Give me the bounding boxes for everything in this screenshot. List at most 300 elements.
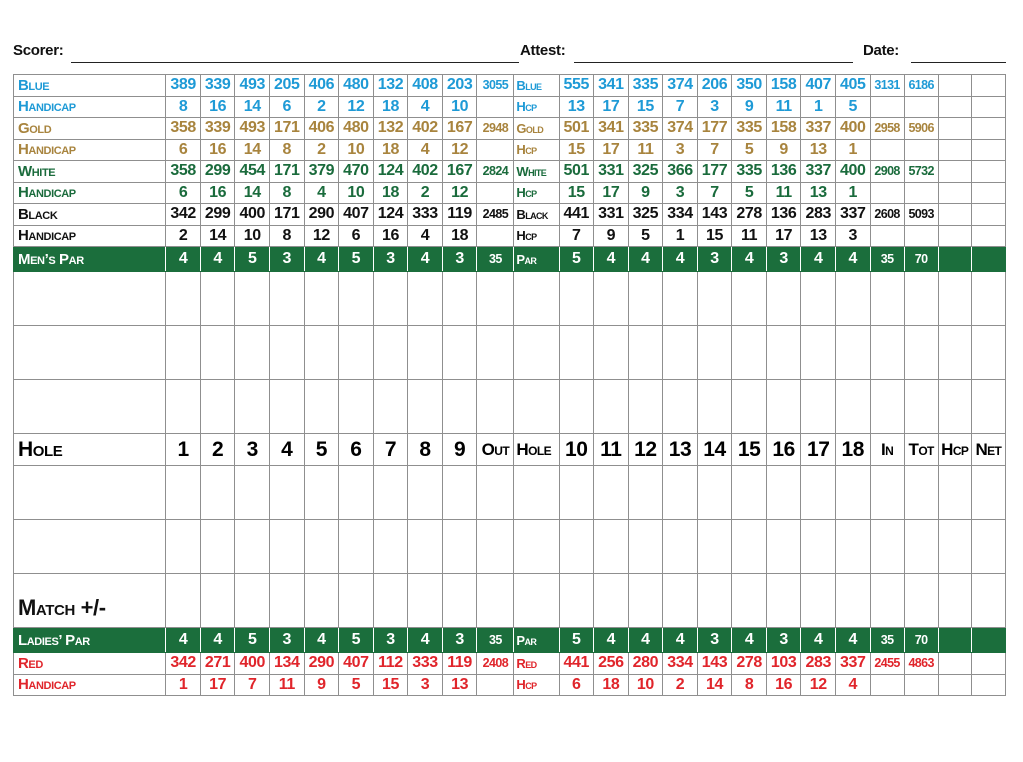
out-total: 35 <box>477 247 514 272</box>
back-hole-11-value: 9 <box>594 225 629 247</box>
front-hole-7-value: 18 <box>373 182 408 204</box>
in-total <box>870 139 904 161</box>
front-hole-9-value: 18 <box>442 225 477 247</box>
score-cell[interactable] <box>373 326 408 380</box>
score-cell[interactable] <box>766 272 801 326</box>
player-name-cell[interactable] <box>14 326 166 380</box>
score-cell[interactable] <box>594 272 629 326</box>
back-nine-label: Hcp <box>514 182 559 204</box>
score-cell[interactable] <box>269 326 304 380</box>
score-cell[interactable] <box>514 574 559 628</box>
score-cell[interactable] <box>663 574 698 628</box>
score-cell[interactable] <box>373 520 408 574</box>
date-field[interactable] <box>911 62 1006 63</box>
score-cell[interactable] <box>766 466 801 520</box>
grand-total: 5732 <box>904 161 938 183</box>
score-cell[interactable] <box>200 326 235 380</box>
score-cell[interactable] <box>870 466 904 520</box>
score-cell[interactable] <box>339 326 374 380</box>
front-hole-6-value: 12 <box>339 96 374 118</box>
score-cell[interactable] <box>904 272 938 326</box>
front-hole-4-value: 8 <box>269 139 304 161</box>
score-cell[interactable] <box>938 574 971 628</box>
score-cell[interactable] <box>870 326 904 380</box>
back-hole-15-value: 278 <box>732 204 767 226</box>
score-cell[interactable] <box>235 574 270 628</box>
in-total <box>870 225 904 247</box>
back-hole-14-value: 143 <box>697 653 732 675</box>
back-hole-13-value: 374 <box>663 75 698 97</box>
back-hole-17-value: 13 <box>801 139 836 161</box>
back-hole-12-value: 325 <box>628 161 663 183</box>
score-cell[interactable] <box>801 466 836 520</box>
score-cell[interactable] <box>373 466 408 520</box>
score-cell[interactable] <box>836 466 871 520</box>
front-hole-1-value: 358 <box>166 118 201 140</box>
score-cell[interactable] <box>200 466 235 520</box>
back-hole-11-value: 4 <box>594 628 629 653</box>
green-ladies-par-row <box>14 628 1006 653</box>
hcp-cell[interactable] <box>938 118 971 140</box>
hcp-cell[interactable] <box>938 674 971 696</box>
back-nine-label: Red <box>514 653 559 675</box>
score-cell[interactable] <box>559 380 594 434</box>
score-cell[interactable] <box>594 466 629 520</box>
front-hole-4-value: 3 <box>269 247 304 272</box>
score-cell[interactable] <box>801 574 836 628</box>
front-hole-8-value: 333 <box>408 204 443 226</box>
back-hole-10-value: 15 <box>559 139 594 161</box>
in-total: 2455 <box>870 653 904 675</box>
net-cell[interactable] <box>971 161 1005 183</box>
front-hole-6-value: 480 <box>339 118 374 140</box>
front-hole-8-value: 4 <box>408 628 443 653</box>
front-hole-2-value: 299 <box>200 161 235 183</box>
back-hole-17-value: 337 <box>801 161 836 183</box>
net-cell[interactable] <box>971 139 1005 161</box>
row-label: Handicap <box>14 225 166 247</box>
score-cell[interactable] <box>766 380 801 434</box>
player-score-row <box>14 380 1006 434</box>
score-cell[interactable] <box>559 520 594 574</box>
back-hole-11-value: 17 <box>594 182 629 204</box>
score-cell[interactable] <box>801 380 836 434</box>
score-cell[interactable] <box>594 380 629 434</box>
score-cell[interactable] <box>166 574 201 628</box>
score-cell[interactable] <box>732 466 767 520</box>
front-hole-1-value: 4 <box>166 247 201 272</box>
score-cell[interactable] <box>697 326 732 380</box>
score-cell[interactable] <box>442 326 477 380</box>
score-cell[interactable] <box>269 380 304 434</box>
attest-field[interactable] <box>574 62 853 63</box>
score-cell[interactable] <box>559 574 594 628</box>
score-cell[interactable] <box>628 380 663 434</box>
back-hole-14-value: 7 <box>697 139 732 161</box>
score-cell[interactable] <box>304 466 339 520</box>
front-hole-6-value: 5 <box>339 674 374 696</box>
score-cell[interactable] <box>235 520 270 574</box>
back-hole-13-value: 374 <box>663 118 698 140</box>
front-hole-9-value: 119 <box>442 204 477 226</box>
front-hole-2-value: 339 <box>200 118 235 140</box>
score-cell[interactable] <box>628 574 663 628</box>
score-cell[interactable] <box>971 466 1005 520</box>
score-cell[interactable] <box>477 574 514 628</box>
net-cell[interactable] <box>971 225 1005 247</box>
score-cell[interactable] <box>408 574 443 628</box>
gold-handicap-row <box>14 139 1006 161</box>
score-cell[interactable] <box>408 326 443 380</box>
in-total: In <box>870 434 904 466</box>
score-cell[interactable] <box>628 520 663 574</box>
black-handicap-row <box>14 225 1006 247</box>
score-cell[interactable] <box>235 380 270 434</box>
front-hole-2-value: 2 <box>200 434 235 466</box>
score-cell[interactable] <box>938 272 971 326</box>
front-hole-3-value: 493 <box>235 118 270 140</box>
score-cell[interactable] <box>339 466 374 520</box>
score-cell[interactable] <box>514 520 559 574</box>
score-cell[interactable] <box>971 272 1005 326</box>
score-cell[interactable] <box>304 272 339 326</box>
score-cell[interactable] <box>836 574 871 628</box>
front-hole-2-value: 299 <box>200 204 235 226</box>
front-hole-2-value: 16 <box>200 139 235 161</box>
score-cell[interactable] <box>904 466 938 520</box>
back-hole-12-value: 9 <box>628 182 663 204</box>
back-hole-10-value: 7 <box>559 225 594 247</box>
score-cell[interactable] <box>200 272 235 326</box>
front-hole-1-value: 6 <box>166 139 201 161</box>
front-hole-6-value: 407 <box>339 653 374 675</box>
front-hole-8-value: 402 <box>408 118 443 140</box>
score-cell[interactable] <box>628 326 663 380</box>
score-cell[interactable] <box>166 272 201 326</box>
back-hole-10-value: 501 <box>559 161 594 183</box>
score-cell[interactable] <box>836 380 871 434</box>
score-cell[interactable] <box>559 272 594 326</box>
back-hole-16-value: 3 <box>766 247 801 272</box>
back-hole-14-value: 14 <box>697 674 732 696</box>
hcp-cell[interactable] <box>938 247 971 272</box>
back-nine-label: Par <box>514 247 559 272</box>
score-cell[interactable] <box>477 326 514 380</box>
out-total <box>477 139 514 161</box>
score-cell[interactable] <box>373 574 408 628</box>
in-total <box>870 182 904 204</box>
back-nine-label: Par <box>514 628 559 653</box>
back-hole-14-value: 206 <box>697 75 732 97</box>
score-cell[interactable] <box>663 326 698 380</box>
player-name-cell[interactable] <box>14 380 166 434</box>
score-cell[interactable] <box>408 272 443 326</box>
back-hole-10-value: 501 <box>559 118 594 140</box>
score-cell[interactable] <box>697 520 732 574</box>
score-cell[interactable] <box>732 574 767 628</box>
date-label: Date: <box>863 42 900 59</box>
score-cell[interactable] <box>628 466 663 520</box>
hcp-cell[interactable] <box>938 653 971 675</box>
score-cell[interactable] <box>663 380 698 434</box>
score-cell[interactable] <box>166 520 201 574</box>
green-men-s-par-row <box>14 247 1006 272</box>
net-cell[interactable] <box>971 182 1005 204</box>
hcp-cell[interactable] <box>938 182 971 204</box>
score-cell[interactable] <box>304 520 339 574</box>
back-hole-16-value: 11 <box>766 182 801 204</box>
front-hole-6-value: 10 <box>339 182 374 204</box>
white-handicap-row <box>14 182 1006 204</box>
score-cell[interactable] <box>477 520 514 574</box>
front-hole-5-value: 5 <box>304 434 339 466</box>
score-cell[interactable] <box>166 466 201 520</box>
score-cell[interactable] <box>801 326 836 380</box>
score-cell[interactable] <box>269 520 304 574</box>
back-hole-11-value: 341 <box>594 75 629 97</box>
score-cell[interactable] <box>594 326 629 380</box>
score-cell[interactable] <box>339 272 374 326</box>
score-cell[interactable] <box>559 326 594 380</box>
score-cell[interactable] <box>442 466 477 520</box>
score-cell[interactable] <box>514 380 559 434</box>
score-cell[interactable] <box>235 466 270 520</box>
back-hole-15-value: 11 <box>732 225 767 247</box>
score-cell[interactable] <box>904 380 938 434</box>
score-cell[interactable] <box>514 272 559 326</box>
front-hole-9-value: 13 <box>442 674 477 696</box>
score-cell[interactable] <box>200 380 235 434</box>
score-cell[interactable] <box>408 520 443 574</box>
score-cell[interactable] <box>870 272 904 326</box>
score-cell[interactable] <box>836 520 871 574</box>
net-cell[interactable] <box>971 628 1005 653</box>
score-cell[interactable] <box>904 326 938 380</box>
back-hole-16-value: 103 <box>766 653 801 675</box>
front-hole-3-value: 493 <box>235 75 270 97</box>
score-cell[interactable] <box>663 466 698 520</box>
back-hole-17-value: 4 <box>801 628 836 653</box>
hcp-cell[interactable] <box>938 161 971 183</box>
score-cell[interactable] <box>732 520 767 574</box>
hcp-cell[interactable] <box>938 75 971 97</box>
score-cell[interactable] <box>663 272 698 326</box>
score-cell[interactable] <box>594 520 629 574</box>
back-hole-15-value: 9 <box>732 96 767 118</box>
front-hole-4-value: 8 <box>269 225 304 247</box>
score-cell[interactable] <box>663 520 698 574</box>
net-cell[interactable] <box>971 75 1005 97</box>
out-total <box>477 225 514 247</box>
score-cell[interactable] <box>442 520 477 574</box>
back-hole-14-value: 7 <box>697 182 732 204</box>
back-hole-17-value: 283 <box>801 653 836 675</box>
back-hole-18-value: 18 <box>836 434 871 466</box>
score-cell[interactable] <box>732 326 767 380</box>
player-name-cell[interactable] <box>14 272 166 326</box>
score-cell[interactable] <box>697 272 732 326</box>
back-hole-10-value: 15 <box>559 182 594 204</box>
grand-total: 5906 <box>904 118 938 140</box>
score-cell[interactable] <box>477 380 514 434</box>
hcp-cell[interactable] <box>938 204 971 226</box>
score-cell[interactable] <box>200 520 235 574</box>
out-total: 2485 <box>477 204 514 226</box>
score-cell[interactable] <box>971 574 1005 628</box>
score-cell[interactable] <box>408 380 443 434</box>
score-cell[interactable] <box>938 520 971 574</box>
score-cell[interactable] <box>235 272 270 326</box>
hcp-cell[interactable] <box>938 628 971 653</box>
score-cell[interactable] <box>971 520 1005 574</box>
hcp-cell[interactable] <box>938 96 971 118</box>
score-cell[interactable] <box>514 466 559 520</box>
score-cell[interactable] <box>166 380 201 434</box>
row-label: Hole <box>14 434 166 466</box>
back-hole-16-value: 158 <box>766 118 801 140</box>
net-cell[interactable] <box>971 247 1005 272</box>
score-cell[interactable] <box>836 272 871 326</box>
score-cell[interactable] <box>269 574 304 628</box>
front-hole-3-value: 3 <box>235 434 270 466</box>
score-cell[interactable] <box>870 520 904 574</box>
front-hole-8-value: 3 <box>408 674 443 696</box>
front-hole-8-value: 4 <box>408 225 443 247</box>
out-total <box>477 674 514 696</box>
back-hole-16-value: 11 <box>766 96 801 118</box>
net-cell[interactable] <box>971 96 1005 118</box>
out-total <box>477 182 514 204</box>
front-hole-6-value: 480 <box>339 75 374 97</box>
score-cell[interactable] <box>594 574 629 628</box>
score-cell[interactable] <box>971 326 1005 380</box>
net-cell[interactable] <box>971 118 1005 140</box>
back-hole-16-value: 136 <box>766 204 801 226</box>
back-hole-14-value: 177 <box>697 118 732 140</box>
score-cell[interactable] <box>732 380 767 434</box>
back-hole-14-value: 143 <box>697 204 732 226</box>
score-cell[interactable] <box>200 574 235 628</box>
score-cell[interactable] <box>477 272 514 326</box>
front-hole-4-value: 4 <box>269 434 304 466</box>
row-label: Ladies’ Par <box>14 628 166 653</box>
score-cell[interactable] <box>766 574 801 628</box>
score-cell[interactable] <box>801 272 836 326</box>
score-cell[interactable] <box>442 574 477 628</box>
player-name-cell[interactable] <box>14 520 166 574</box>
score-cell[interactable] <box>870 380 904 434</box>
front-hole-2-value: 17 <box>200 674 235 696</box>
player-name-cell[interactable] <box>14 466 166 520</box>
header-bar <box>13 42 1008 66</box>
score-cell[interactable] <box>304 380 339 434</box>
score-cell[interactable] <box>166 326 201 380</box>
score-cell[interactable] <box>697 466 732 520</box>
net-cell[interactable] <box>971 653 1005 675</box>
score-cell[interactable] <box>235 326 270 380</box>
score-cell[interactable] <box>269 466 304 520</box>
score-cell[interactable] <box>559 466 594 520</box>
score-cell[interactable] <box>697 380 732 434</box>
score-cell[interactable] <box>339 380 374 434</box>
back-hole-17-value: 337 <box>801 118 836 140</box>
back-hole-13-value: 4 <box>663 247 698 272</box>
front-hole-9-value: 10 <box>442 96 477 118</box>
black-black-row <box>14 204 1006 226</box>
scorer-field[interactable] <box>71 62 519 63</box>
score-cell[interactable] <box>269 272 304 326</box>
score-cell[interactable] <box>514 326 559 380</box>
front-hole-4-value: 205 <box>269 75 304 97</box>
score-cell[interactable] <box>697 574 732 628</box>
out-total: 2824 <box>477 161 514 183</box>
grand-total: 70 <box>904 628 938 653</box>
score-cell[interactable] <box>732 272 767 326</box>
score-cell[interactable] <box>938 326 971 380</box>
front-hole-3-value: 14 <box>235 182 270 204</box>
score-cell[interactable] <box>628 272 663 326</box>
score-cell[interactable] <box>304 326 339 380</box>
front-hole-8-value: 2 <box>408 182 443 204</box>
back-hole-17-value: 13 <box>801 182 836 204</box>
front-hole-7-value: 3 <box>373 628 408 653</box>
front-hole-1-value: 8 <box>166 96 201 118</box>
back-hole-17-value: 407 <box>801 75 836 97</box>
score-cell[interactable] <box>408 466 443 520</box>
front-hole-9-value: 203 <box>442 75 477 97</box>
score-cell[interactable] <box>766 520 801 574</box>
score-cell[interactable] <box>442 380 477 434</box>
hcp-cell[interactable] <box>938 139 971 161</box>
front-hole-5-value: 9 <box>304 674 339 696</box>
net-cell[interactable] <box>971 204 1005 226</box>
back-hole-18-value: 4 <box>836 628 871 653</box>
score-cell[interactable] <box>339 520 374 574</box>
front-hole-6-value: 407 <box>339 204 374 226</box>
score-cell[interactable] <box>373 380 408 434</box>
back-hole-10-value: 13 <box>559 96 594 118</box>
front-hole-4-value: 171 <box>269 161 304 183</box>
hcp-cell[interactable] <box>938 225 971 247</box>
front-hole-2-value: 14 <box>200 225 235 247</box>
front-hole-3-value: 400 <box>235 653 270 675</box>
front-hole-9-value: 12 <box>442 182 477 204</box>
front-hole-2-value: 339 <box>200 75 235 97</box>
back-hole-17-value: 13 <box>801 225 836 247</box>
score-cell[interactable] <box>870 574 904 628</box>
score-cell[interactable] <box>373 272 408 326</box>
score-cell[interactable] <box>477 466 514 520</box>
score-cell[interactable] <box>766 326 801 380</box>
score-cell[interactable] <box>339 574 374 628</box>
score-cell[interactable] <box>938 466 971 520</box>
score-cell[interactable] <box>938 380 971 434</box>
score-cell[interactable] <box>801 520 836 574</box>
score-cell[interactable] <box>904 574 938 628</box>
score-cell[interactable] <box>836 326 871 380</box>
score-cell[interactable] <box>442 272 477 326</box>
back-hole-12-value: 11 <box>628 139 663 161</box>
score-cell[interactable] <box>304 574 339 628</box>
back-hole-18-value: 1 <box>836 139 871 161</box>
score-cell[interactable] <box>904 520 938 574</box>
score-cell[interactable] <box>971 380 1005 434</box>
grand-total: 5093 <box>904 204 938 226</box>
row-label: Handicap <box>14 674 166 696</box>
back-hole-15-value: 5 <box>732 182 767 204</box>
back-nine-label: Hcp <box>514 139 559 161</box>
net-cell[interactable] <box>971 674 1005 696</box>
